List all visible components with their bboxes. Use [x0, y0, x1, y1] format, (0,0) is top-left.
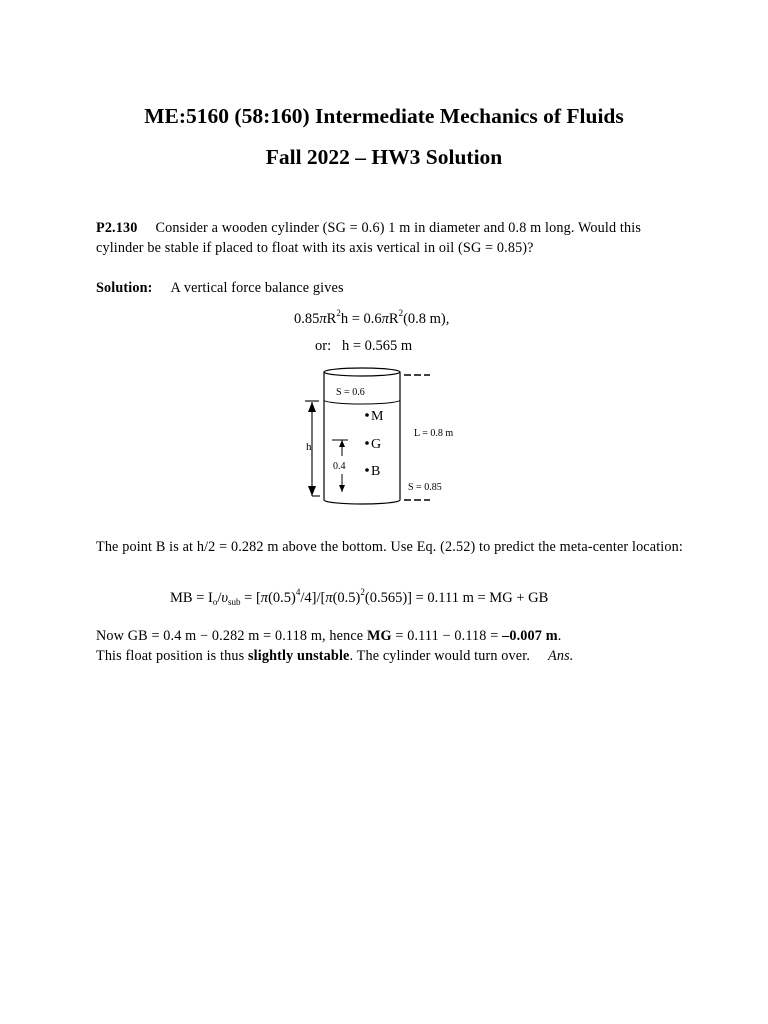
eq3-part: (0.565)] = 0.111 m = MG + GB	[364, 590, 549, 606]
label-s-bottom: S = 0.85	[408, 482, 442, 493]
eq1-part: (0.8 m),	[403, 311, 450, 327]
eq3-volume-symbol: υ	[221, 590, 229, 606]
conclusion-paragraph	[96, 626, 716, 666]
eq1-part: h = 0.6	[340, 311, 382, 327]
eq3-part: /4]/[	[300, 590, 326, 606]
problem-label: P2.130	[96, 220, 138, 236]
eq1-exponent: 2	[398, 308, 404, 318]
eq3-part: /	[217, 590, 222, 606]
point-b-dot	[365, 468, 369, 472]
conclusion-line-2	[96, 646, 716, 666]
label-g: G	[371, 437, 382, 452]
conclusion-text: This float position is thus	[96, 648, 248, 664]
label-l: L = 0.8 m	[414, 428, 454, 439]
metacenter-equation	[170, 587, 549, 607]
eq2-expression: h = 0.565 m	[341, 338, 413, 354]
eq1-part: R	[388, 311, 399, 327]
conclusion-line-1	[96, 626, 716, 646]
mg-label: MG	[366, 628, 392, 644]
label-h: h	[306, 441, 312, 453]
conclusion-text: Now GB = 0.4 m − 0.282 m = 0.118 m, hence	[96, 628, 367, 644]
pi-symbol: π	[325, 590, 333, 606]
eq3-part: (0.5)	[332, 590, 361, 606]
conclusion-text: . The cylinder would turn over.	[349, 648, 531, 664]
eq1-exponent: 2	[336, 308, 341, 318]
h-arrow-up	[308, 402, 316, 412]
problem-text: Consider a wooden cylinder (SG = 0.6) 1 m in diameter and 0.8 m long. Would this cylinder be stable if placed to float with its axis vertical in oil (SG = 0.85)?	[96, 220, 642, 256]
label-s-top: S = 0.6	[336, 387, 365, 398]
cylinder-top-rim	[324, 368, 400, 376]
pi-symbol: π	[381, 311, 389, 327]
page-subtitle: Fall 2022 – HW3 Solution	[265, 145, 503, 169]
answer-marker: Ans.	[548, 648, 574, 664]
solution-intro-text: A vertical force balance gives	[170, 280, 344, 296]
eq3-part: = [	[240, 590, 261, 606]
label-b: B	[371, 464, 381, 479]
eq1-part: 0.85	[294, 311, 320, 327]
conclusion-text: .	[557, 628, 562, 644]
eq3-exponent: 4	[295, 587, 301, 597]
cylinder-bottom-rim	[324, 500, 400, 504]
solution-label: Solution:	[96, 280, 153, 296]
pi-symbol: π	[319, 311, 327, 327]
force-balance-equation	[294, 308, 450, 328]
problem-statement	[96, 218, 686, 258]
point-m-dot	[365, 413, 369, 417]
point-g-dot	[365, 441, 369, 445]
waterline	[324, 400, 400, 404]
mg-value: –0.007 m	[502, 628, 558, 644]
eq1-part: R	[326, 311, 337, 327]
eq3-subscript: sub	[228, 597, 241, 607]
eq3-exponent: 2	[360, 587, 365, 597]
eq3-part: (0.5)	[268, 590, 296, 606]
conclusion-text: = 0.111 − 0.118 =	[391, 628, 503, 644]
solution-intro	[96, 278, 686, 298]
h-arrow-down	[308, 486, 316, 496]
pi-symbol: π	[260, 590, 269, 606]
gb-arrow-down	[339, 485, 345, 492]
label-0-4: 0.4	[333, 461, 346, 472]
cylinder-diagram	[300, 364, 470, 510]
buoyancy-center-paragraph: The point B is at h/2 = 0.282 m above the bottom. Use Eq. (2.52) to predict the meta-center location:	[96, 539, 683, 555]
page-title: ME:5160 (58:160) Intermediate Mechanics of Fluids	[144, 104, 624, 128]
stability-verdict: slightly unstable	[248, 648, 350, 664]
draft-result	[315, 338, 412, 355]
eq2-prefix: or:	[315, 338, 332, 354]
gb-arrow-up	[339, 440, 345, 447]
eq3-part: MB = I	[170, 590, 213, 606]
eq3-subscript: o	[212, 597, 218, 607]
label-m: M	[371, 409, 384, 424]
